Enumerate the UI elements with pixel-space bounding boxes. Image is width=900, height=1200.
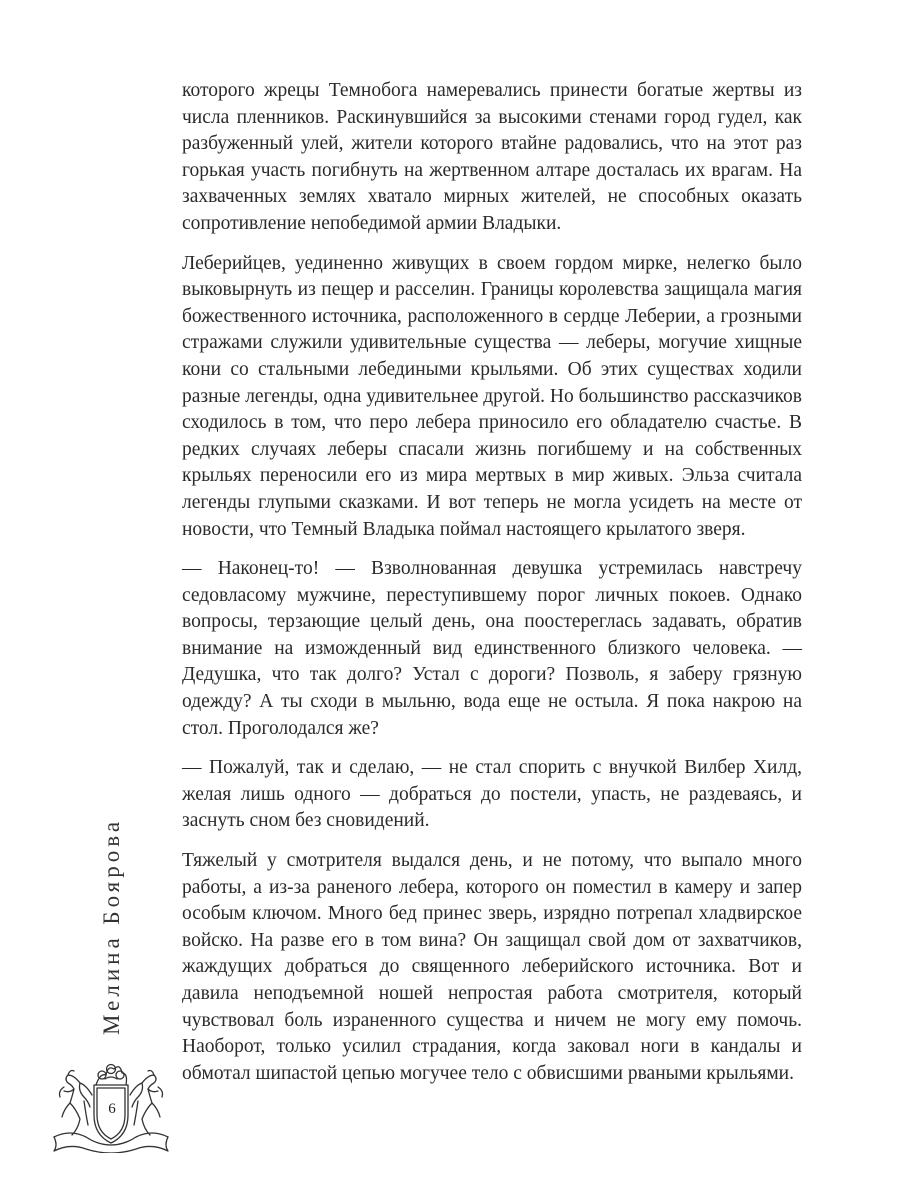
paragraph: Тяжелый у смотрителя выдался день, и не потому, что выпало много работы, а из-за раненого лебера, которого он поместил в камеру и запер особым ключом. Много бед принес зверь, изрядно потрепал хладвирское войско. На разве его в том вина? Он защищал свой дом от захватчиков, жаждущих добраться до священного леберийского источника. Вот и давила неподъемной ношей непростая работа смотрителя, который чувствовал боль израненного существа и ничем не могу ему помочь. Наоборот, только усилил страдания, когда заковал ноги в кандалы и обмотал шипастой цепью могучее тело с обвисшими рваными крыльями. [182,850,802,1084]
page-number: 6 [108,1101,116,1117]
paragraph: Леберийцев, уединенно живущих в своем гордом мирке, нелегко было выковырнуть из пещер и расселин. Границы королевства защищала магия божественного источника, расположенного в сердце Леберии, а грозными стражами служили удивительные существа — леберы, могучие хищные кони со стальными лебедиными крыльями. Об этих существах ходили разные легенды, одна удивительнее другой. Но большинство рассказчиков сходилось в том, что перо лебера приносило его обладателю счастье. В редких случаях леберы спасали жизнь погибшему и на собственных крыльях переносили его из мира мертвых в мир живых. Эльза считала легенды глупыми сказками. И вот теперь не могла усидеть на месте от новости, что Темный Владыка поймал настоящего крылатого зверя. [182,252,802,540]
paragraph: которого жрецы Темнобога намеревались принести богатые жертвы из числа пленников. Раскинувшийся за высокими стенами город гудел, как разбуженный улей, жители которого втайне радовались, что на этот раз горькая участь погибнуть на жертвенном алтаре досталась их врагам. На захваченных землях хватало мирных жителей, не способных оказать сопротивление непобедимой армии Владыки. [182,80,802,234]
heraldic-emblem-icon [50,1045,172,1153]
author-running-header: Мелина Боярова [99,817,124,1035]
paragraph: — Наконец-то! — Взволнованная девушка устремилась навстречу седовласому мужчине, переступившему порог личных покоев. Однако вопросы, терзающие целый день, она поостереглась задавать, обратив внимание на изможденный вид единственного близкого человека. — Дедушка, что так долго? Устал с дороги? Позволь, я заберу грязную одежду? А ты сходи в мыльню, вода еще не остыла. Я пока накрою на стол. Проголодался же? [182,558,802,739]
page-body [182,78,802,1100]
paragraph: — Пожалуй, так и сделаю, — не стал спорить с внучкой Вилбер Хилд, желая лишь одного — добраться до постели, упасть, не раздеваясь, и заснуть сном без сновидений. [182,757,802,832]
